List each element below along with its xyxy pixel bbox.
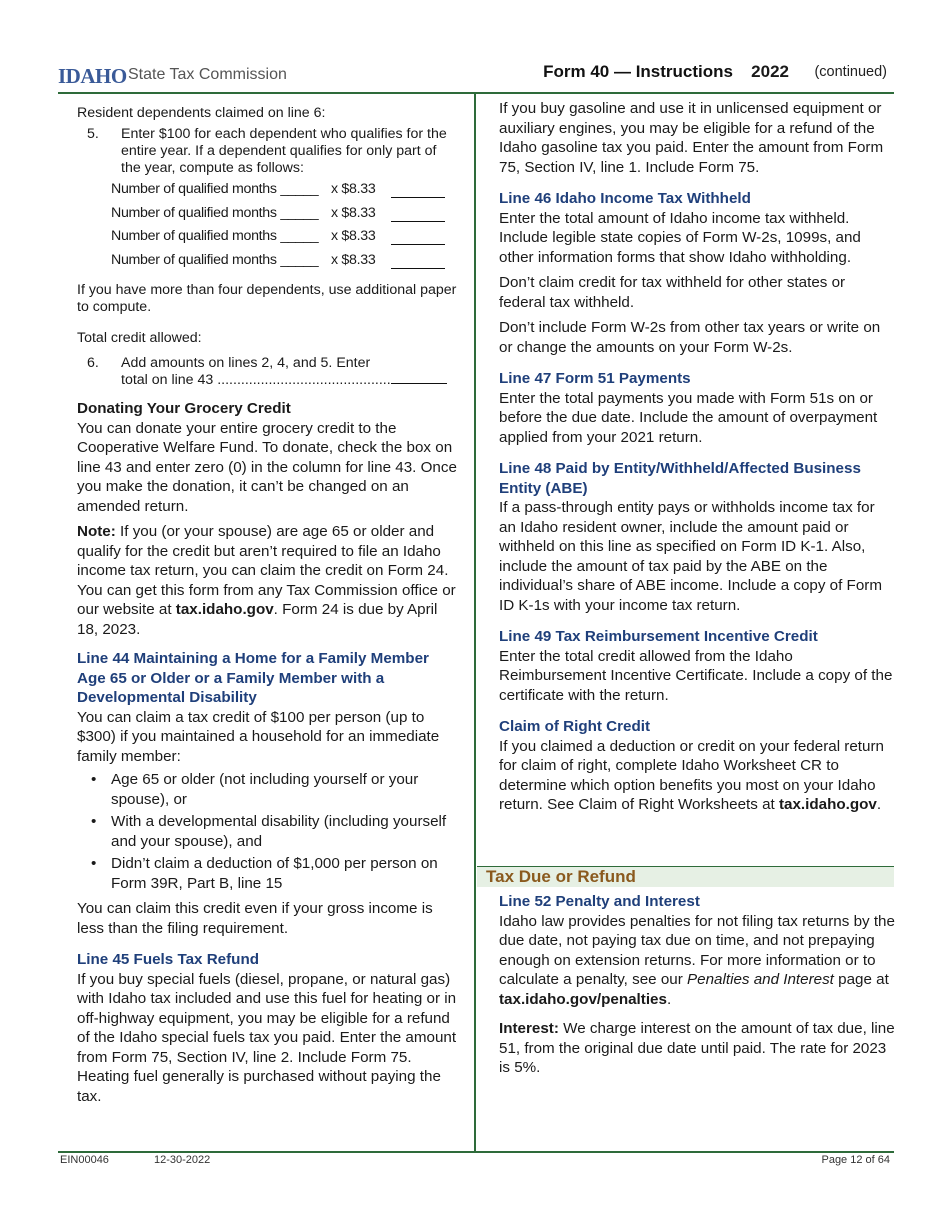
idaho-logo: IDAHO <box>58 64 127 88</box>
donating-heading: Donating Your Grocery Credit <box>77 400 291 417</box>
item-6: 6. Add amounts on lines 2, 4, and 5. Enter total on line 43 ............................................ <box>87 355 459 389</box>
line49-heading: Line 49 Tax Reimbursement Incentive Credit <box>499 628 818 645</box>
total-amount-line <box>391 383 447 384</box>
note-paragraph: Note: If you (or your spouse) are age 65 or older and qualify for the credit but aren’t required to file an Idaho income tax return, you can claim the credit on Form 24. You can get this form from any Tax Commission office or our website at tax.idaho.gov. Form 24 is due by April 18, 2023. <box>77 523 456 638</box>
penalties-link[interactable]: tax.idaho.gov/penalties <box>499 990 667 1008</box>
months-row: Number of qualified months _____ x $8.33 <box>77 251 459 275</box>
line45-heading: Line 45 Fuels Tax Refund <box>77 951 260 968</box>
column-divider <box>474 93 476 1151</box>
line46-p2: Don’t claim credit for tax withheld for other states or federal tax withheld. <box>499 274 846 311</box>
amount-line <box>391 221 445 222</box>
donating-text: You can donate your entire grocery credit to the Cooperative Welfare Fund. To donate, check the box on line 43 and enter zero (0) in the column for line 43. Once you make the donation, it can’t be changed on an amended return. <box>77 419 457 515</box>
gasoline-text: If you buy gasoline and use it in unlicensed equipment or auxiliary engines, you may be eligible for a refund of the Idaho gasoline tax you paid. Enter the amount from Form 75, Section IV, line 1. Include Form 75. <box>499 100 884 176</box>
line52-text: Idaho law provides penalties for not filing tax returns by the due date, not paying tax due on time, and not prepaying enough on extension returns. For more information or to calculate a penalty, see our Penalties and Interest page at tax.idaho.gov/penalties. <box>499 912 895 1008</box>
line46-p3: Don’t include Form W-2s from other tax years or write on or change the amounts on your Form W-2s. <box>499 319 881 356</box>
line49-text: Enter the total credit allowed from the Idaho Reimbursement Incentive Certificate. Include a copy of the certificate with the return. <box>499 647 893 704</box>
line52-heading: Line 52 Penalty and Interest <box>499 893 700 910</box>
footer-rule <box>58 1151 894 1153</box>
amount-line <box>391 268 445 269</box>
item-5: 5. Enter $100 for each dependent who qualifies for the entire year. If a dependent qualifies for only part of the year, compute as follows: <box>87 126 447 176</box>
claim-of-right-text: If you claimed a deduction or credit on your federal return for claim of right, complete Idaho Worksheet CR to determine which option benefits you most on your Idaho return. See Claim of Right Worksheets at tax.idaho.gov. <box>499 737 884 813</box>
total-credit-label: Total credit allowed: <box>77 330 202 346</box>
line48-heading: Line 48 Paid by Entity/Withheld/Affected Business Entity (ABE) <box>499 460 861 497</box>
claim-of-right-heading: Claim of Right Credit <box>499 718 651 735</box>
more-dependents-note: If you have more than four dependents, use additional paper to compute. <box>77 282 457 315</box>
months-row: Number of qualified months _____ x $8.33 <box>77 180 459 204</box>
line46-heading: Line 46 Idaho Income Tax Withheld <box>499 190 751 207</box>
agency-name: State Tax Commission <box>128 66 287 83</box>
line44-bullets <box>77 770 459 893</box>
list-item: • With a developmental disability (including yourself and your spouse), and <box>91 813 447 850</box>
list-item: • Age 65 or older (not including yourself or your spouse), or <box>91 771 419 808</box>
right-column-lower <box>499 892 895 1084</box>
section-title: Tax Due or Refund <box>486 867 636 886</box>
line44-heading: Line 44 Maintaining a Home for a Family Member Age 65 or Older or a Family Member with a Developmental Disability <box>77 650 429 706</box>
left-column <box>77 105 459 1112</box>
resident-intro: Resident dependents claimed on line 6: <box>77 105 326 121</box>
form-year: 2022 <box>751 62 789 81</box>
line44-after: You can claim this credit even if your gross income is less than the filing requirement. <box>77 900 433 937</box>
website-link[interactable]: tax.idaho.gov <box>778 796 877 813</box>
line46-p1: Enter the total amount of Idaho income tax withheld. Include legible state copies of Form W-2s, 1099s, and other information forms that show Idaho withholding. <box>499 209 861 266</box>
line48-text: If a pass-through entity pays or withholds income tax for an Idaho resident owner, include the amount paid or withheld on this line as specified on Form ID K-1. Also, include the amount of tax paid by the ABE on the individual’s share of ABE income. Include a copy of Form ID K-1s with your income tax return. <box>499 499 882 614</box>
line44-text: You can claim a tax credit of $100 per person (up to $300) if you maintained a household for an immediate family member: <box>77 708 440 765</box>
form-title: Form 40 — Instructions <box>543 62 733 81</box>
page-number: Page 12 of 64 <box>821 1154 890 1166</box>
revision-date: 12-30-2022 <box>154 1154 211 1166</box>
right-column <box>499 99 895 821</box>
interest-paragraph: Interest: We charge interest on the amount of tax due, line 51, from the original due date until paid. The rate for 2023 is 5%. <box>499 1020 895 1076</box>
header-rule <box>58 92 894 94</box>
line45-text: If you buy special fuels (diesel, propane, or natural gas) with Idaho tax included and use this fuel for heating or in off-highway equipment, you may be eligible for a refund of the Idaho special fuels tax you paid. Enter the amount from Form 75, Section IV, line 2. Include Form 75. Heating fuel generally is purchased without paying the tax. <box>77 970 457 1105</box>
list-item: • Didn’t claim a deduction of $1,000 per person on Form 39R, Part B, line 15 <box>91 855 438 892</box>
continued-label: (continued) <box>814 64 887 80</box>
amount-line <box>391 244 445 245</box>
line47-heading: Line 47 Form 51 Payments <box>499 370 691 387</box>
page-header <box>58 60 894 90</box>
months-row: Number of qualified months _____ x $8.33 <box>77 227 459 251</box>
line47-text: Enter the total payments you made with Form 51s on or before the due date. Include the amount of overpayment applied from your 2021 return. <box>499 389 878 446</box>
tax-due-section-bar <box>477 866 894 887</box>
months-row: Number of qualified months _____ x $8.33 <box>77 204 459 228</box>
amount-line <box>391 197 445 198</box>
website-link[interactable]: tax.idaho.gov <box>175 601 274 618</box>
form-id: EIN00046 <box>60 1154 109 1166</box>
